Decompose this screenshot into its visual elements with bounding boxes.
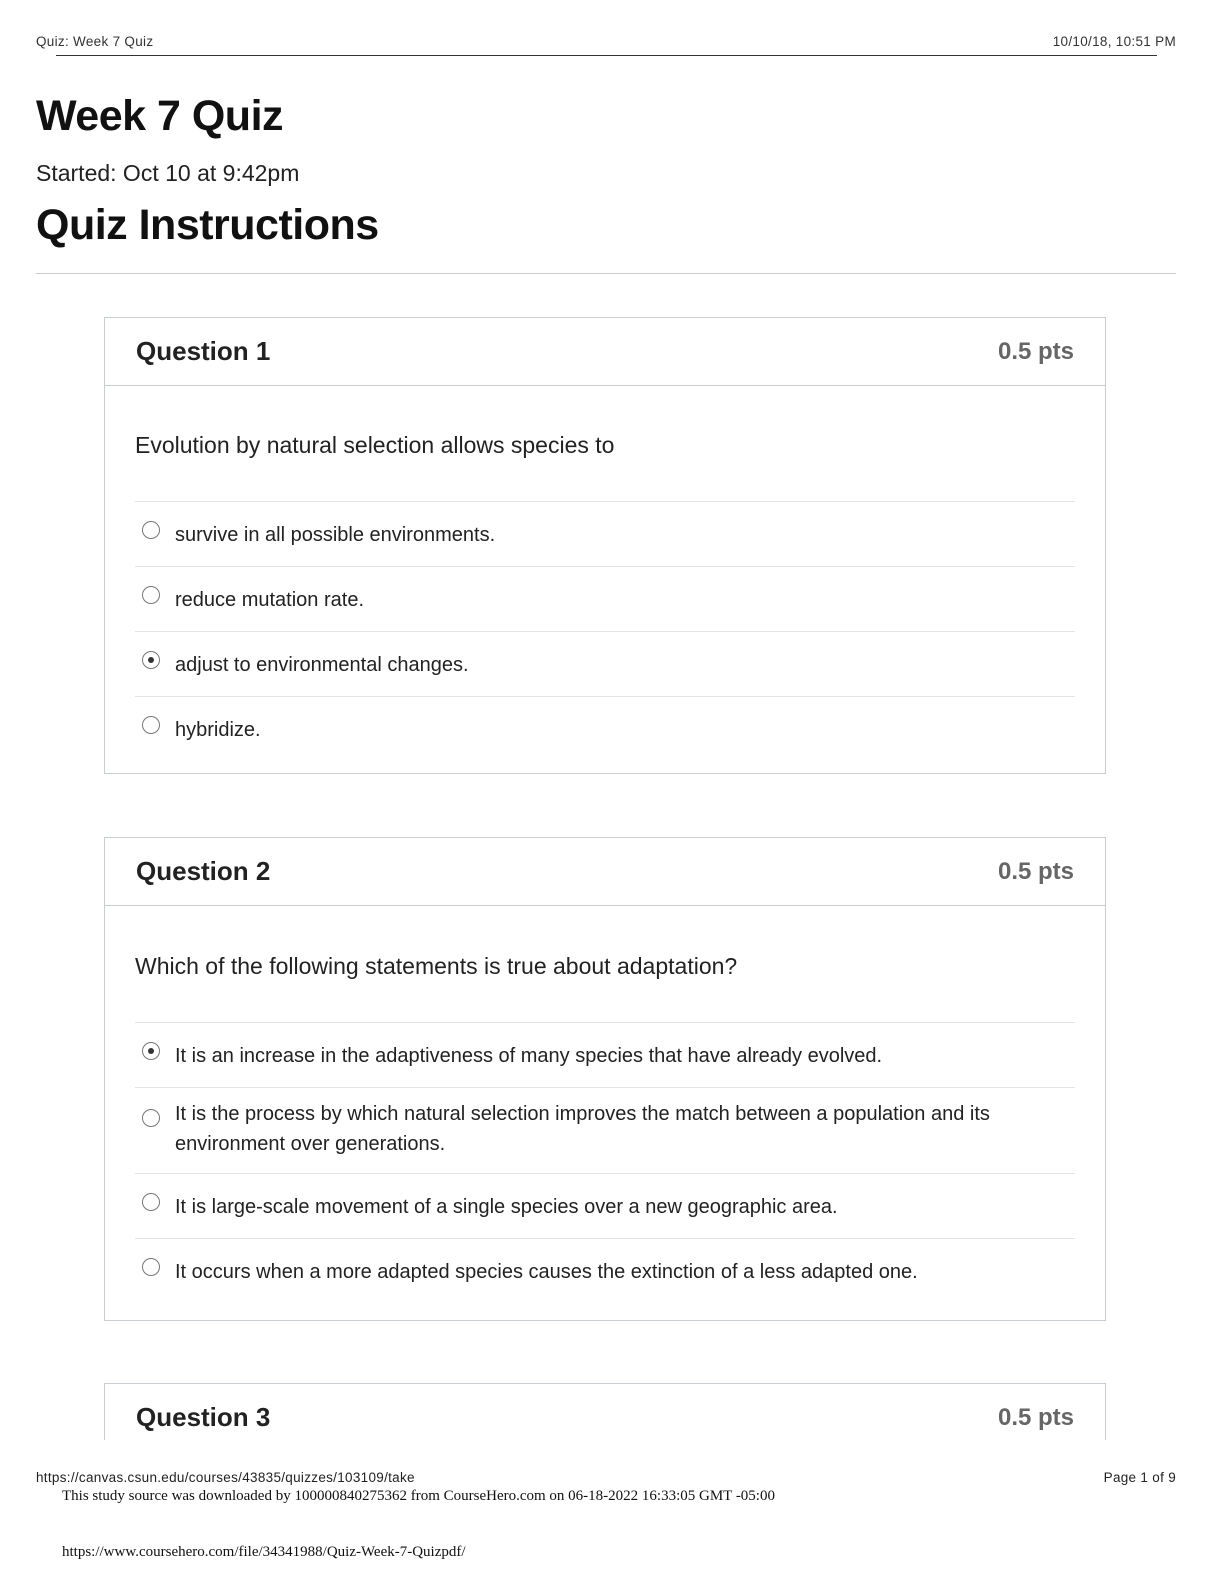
quiz-started-time: Started: Oct 10 at 9:42pm <box>36 160 300 186</box>
radio-button[interactable] <box>142 586 160 604</box>
answer-option[interactable] <box>135 1239 1075 1303</box>
answer-option[interactable] <box>135 1174 1075 1239</box>
answer-list <box>135 501 1075 761</box>
question-card <box>104 837 1106 1321</box>
answer-option[interactable] <box>135 632 1075 697</box>
answer-option[interactable] <box>135 697 1075 761</box>
answer-label: hybridize. <box>175 719 261 741</box>
answer-label: It is the process by which natural selection improves the match between a population and its environment over generations. <box>175 1103 990 1155</box>
question-header <box>105 318 1105 386</box>
question-header <box>105 838 1105 906</box>
question-text: Which of the following statements is true about adaptation? <box>135 953 738 979</box>
section-divider <box>36 273 1176 274</box>
print-footer-url: https://canvas.csun.edu/courses/43835/quizzes/103109/take <box>36 1470 415 1485</box>
question-text: Evolution by natural selection allows species to <box>135 432 615 458</box>
quiz-instructions-heading: Quiz Instructions <box>36 201 379 249</box>
radio-button[interactable] <box>142 1258 160 1276</box>
print-header-title: Quiz: Week 7 Quiz <box>36 34 154 49</box>
answer-label: adjust to environmental changes. <box>175 654 469 676</box>
question-title: Question 3 <box>136 1402 271 1432</box>
header-divider <box>56 55 1157 56</box>
print-header-timestamp: 10/10/18, 10:51 PM <box>1052 34 1176 49</box>
answer-list <box>135 1022 1075 1303</box>
radio-button[interactable] <box>142 716 160 734</box>
radio-button[interactable] <box>142 1109 160 1127</box>
download-watermark-text: This study source was downloaded by 100000840275362 from CourseHero.com on 06-18-2022 16:33:05 GMT -05:00 <box>62 1488 775 1504</box>
answer-option[interactable] <box>135 567 1075 632</box>
answer-label: It is large-scale movement of a single species over a new geographic area. <box>175 1196 838 1218</box>
radio-button[interactable] <box>142 1193 160 1211</box>
question-points: 0.5 pts <box>997 858 1074 885</box>
answer-label: survive in all possible environments. <box>175 524 496 546</box>
answer-label: reduce mutation rate. <box>175 589 364 611</box>
answer-label: It occurs when a more adapted species causes the extinction of a less adapted one. <box>175 1261 918 1283</box>
download-watermark-url: https://www.coursehero.com/file/34341988/Quiz-Week-7-Quizpdf/ <box>62 1544 466 1560</box>
radio-button-selected[interactable] <box>142 651 160 669</box>
question-card <box>104 317 1106 774</box>
page-title: Week 7 Quiz <box>36 92 284 140</box>
radio-button[interactable] <box>142 521 160 539</box>
question-title: Question 2 <box>136 856 271 886</box>
answer-option[interactable] <box>135 1088 1075 1174</box>
question-points: 0.5 pts <box>997 1404 1074 1431</box>
answer-option[interactable] <box>135 502 1075 567</box>
page-bottom-margin <box>0 1440 1224 1584</box>
radio-button-selected[interactable] <box>142 1042 160 1060</box>
question-title: Question 1 <box>136 336 271 366</box>
answer-label: It is an increase in the adaptiveness of many species that have already evolved. <box>175 1045 883 1067</box>
question-points: 0.5 pts <box>997 338 1074 365</box>
print-footer-page-number: Page 1 of 9 <box>1103 1470 1176 1485</box>
answer-option[interactable] <box>135 1023 1075 1088</box>
